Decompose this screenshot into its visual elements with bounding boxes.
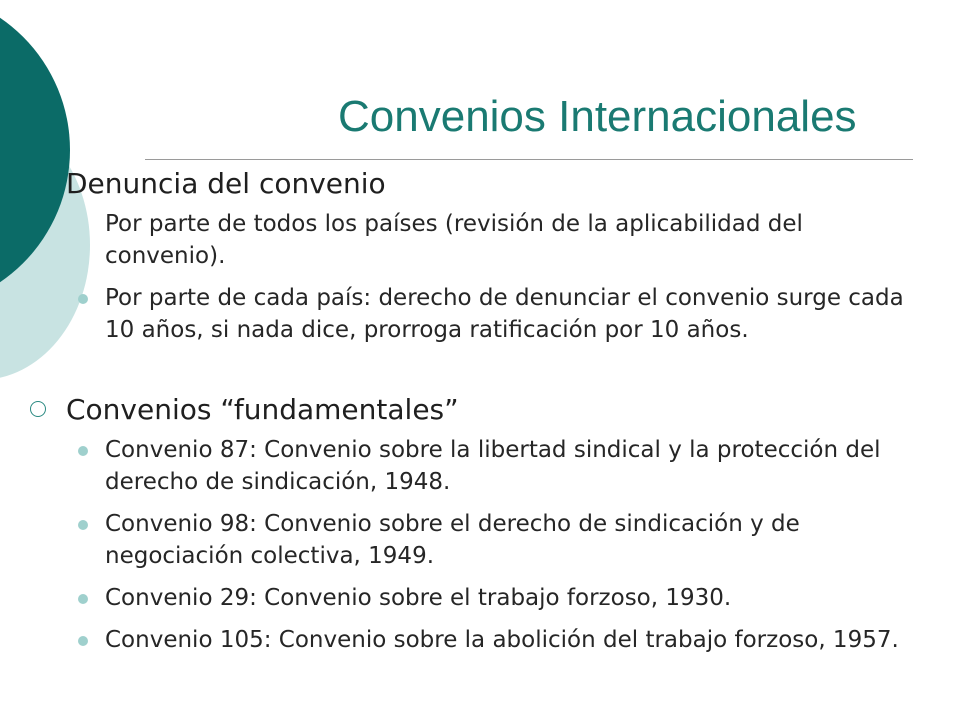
list-item: Convenio 98: Convenio sobre el derecho de sindicación y de negociación colectiva, 1949. [105,508,920,572]
bullet-dot-icon [78,446,88,456]
bullet-dot-icon [78,636,88,646]
section-items [66,434,920,656]
bullet-dot-icon [78,594,88,604]
list-item: Convenio 105: Convenio sobre la abolición del trabajo forzoso, 1957. [105,624,920,656]
bullet-dot-icon [78,520,88,530]
slide-title: Convenios Internacionales [338,92,857,141]
list-item: Por parte de todos los países (revisión de la aplicabilidad del convenio). [105,211,803,269]
list-item: Convenio 87: Convenio sobre la libertad sindical y la protección del derecho de sindicación, 1948. [105,434,920,498]
section-denuncia [66,166,920,346]
list-item: Convenio 29: Convenio sobre el trabajo forzoso, 1930. [105,582,920,614]
section-items [66,208,920,346]
bullet-dot-icon [78,294,88,304]
section-heading: Denuncia del convenio [66,167,386,200]
section-fundamentales [66,392,920,656]
list-item: Por parte de cada país: derecho de denunciar el convenio surge cada 10 años, si nada dice, prorroga ratificación por 10 años. [105,282,920,346]
hollow-circle-bullet-icon [30,401,46,417]
section-heading: Convenios “fundamentales” [66,392,920,428]
